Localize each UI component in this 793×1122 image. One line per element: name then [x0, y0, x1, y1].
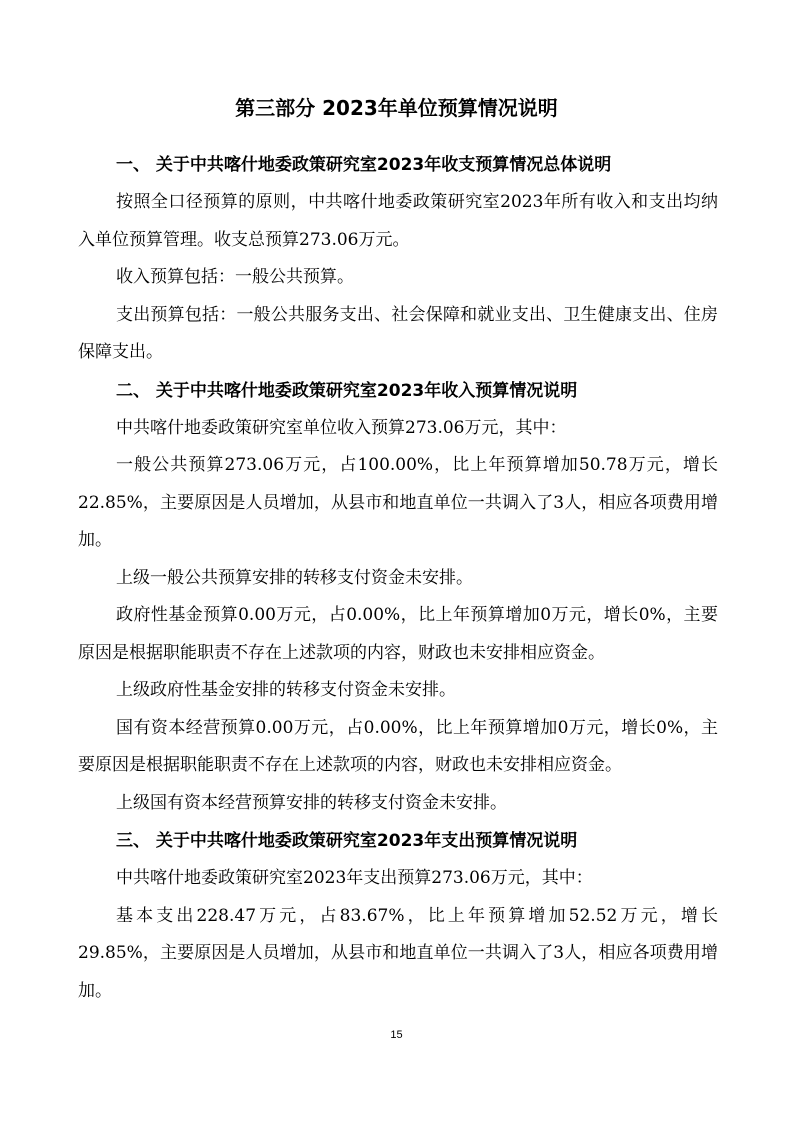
section-overview — [78, 146, 718, 372]
section-heading: 一、 关于中共喀什地委政策研究室2023年收支预算情况总体说明 — [116, 155, 612, 175]
document-body — [78, 146, 718, 1010]
paragraph: 一般公共预算273.06万元，占100.00%，比上年预算增加50.78万元，增长22.85%，主要原因是人员增加，从县市和地直单位一共调入了3人，相应各项费用增加。 — [78, 455, 718, 550]
paragraph: 收入预算包括：一般公共预算。 — [116, 267, 354, 287]
paragraph: 基本支出228.47万元，占83.67%，比上年预算增加52.52万元，增长29.85%，主要原因是人员增加，从县市和地直单位一共调入了3人，相应各项费用增加。 — [78, 905, 718, 1001]
section-income — [78, 372, 718, 823]
page-number: 15 — [390, 1029, 403, 1041]
page-title: 第三部分 2023年单位预算情况说明 — [235, 96, 558, 120]
paragraph: 中共喀什地委政策研究室单位收入预算273.06万元，其中： — [116, 417, 567, 438]
paragraph: 国有资本经营预算0.00万元，占0.00%，比上年预算增加0万元，增长0%，主要原因是根据职能职责不存在上述款项的内容，财政也未安排相应资金。 — [78, 717, 718, 775]
section-heading: 二、 关于中共喀什地委政策研究室2023年收入预算情况说明 — [116, 380, 578, 401]
paragraph: 上级一般公共预算安排的转移支付资金未安排。 — [116, 567, 473, 588]
paragraph: 中共喀什地委政策研究室2023年支出预算273.06万元，其中： — [116, 868, 593, 888]
paragraph: 上级国有资本经营预算安排的转移支付资金未安排。 — [116, 792, 507, 813]
section-heading: 三、 关于中共喀什地委政策研究室2023年支出预算情况说明 — [116, 831, 578, 851]
paragraph: 支出预算包括：一般公共服务支出、社会保障和就业支出、卫生健康支出、住房保障支出。 — [78, 304, 718, 362]
paragraph: 政府性基金预算0.00万元，占0.00%，比上年预算增加0万元，增长0%，主要原因是根据职能职责不存在上述款项的内容，财政也未安排相应资金。 — [78, 605, 718, 663]
paragraph: 上级政府性基金安排的转移支付资金未安排。 — [116, 680, 456, 700]
section-expenditure — [78, 822, 718, 1010]
paragraph: 按照全口径预算的原则，中共喀什地委政策研究室2023年所有收入和支出均纳入单位预算管理。收支总预算273.06万元。 — [78, 192, 718, 250]
